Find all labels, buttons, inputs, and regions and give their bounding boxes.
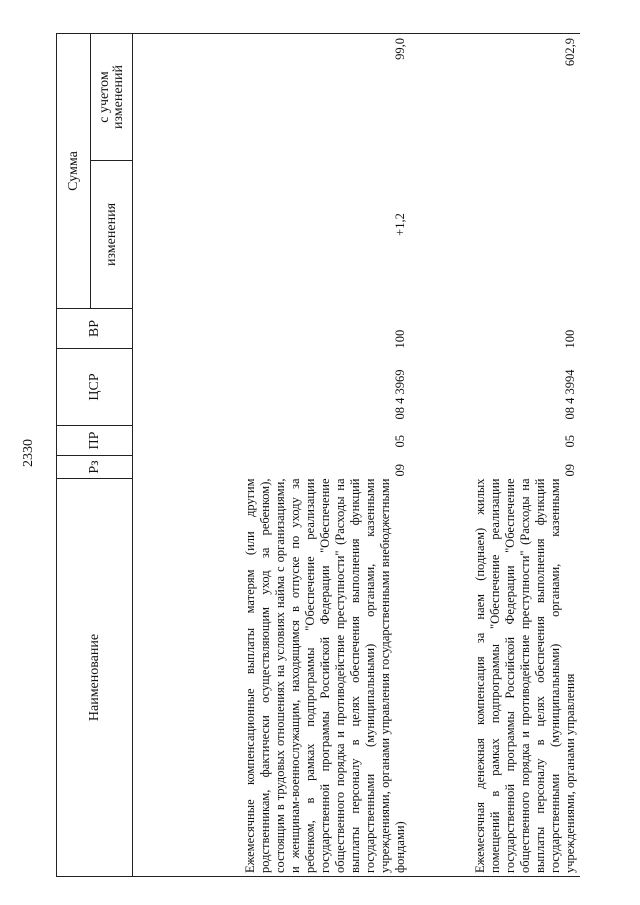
row-pr: 05 [392,435,407,448]
budget-table [56,33,580,877]
row-rz: 09 [392,464,407,477]
row-rz: 09 [562,464,577,477]
table-row [410,34,580,877]
row-name: Ежемесячные компенсационные выплаты матерям (или другим родственникам, фактически осуществляющим уход за ребенком), состоящим в трудовых отношениях на условиях найма с организациями, и женщинам-военнослужащим, находящимся в отпуске по уходу за ребенком, в рамках подпрограммы "Обеспечение реализации государственной программы Российской Федерации "Обеспечение общественного порядка и противодействие преступности" (Расходы на выплаты персоналу в целях обеспечения выполнения функций государственными (муниципальными) органами, казенными учреждениями, органами управления государственными внебюджетными фондами) [133,479,410,877]
row-name: Ежемесячная денежная компенсация за наем (поднаем) жилых помещений в рамках подпрограммы "Обеспечение реализации государственной программы Российской Федерации "Обеспечение общественного порядка и противодействие преступности" (Расходы на выплаты персоналу в целях обеспечения выполнения функций государственными (муниципальными) органами, казенными учреждениями, органами управления [410,479,580,877]
header-rz: Рз [57,456,133,479]
row-change: +1,2 [392,213,407,236]
row-vr: 100 [392,329,407,349]
row-pr: 05 [562,435,577,448]
header-vr: ВР [57,309,133,349]
row-total: 99,0 [133,34,410,161]
row-total: 602,9 [410,34,580,161]
row-change [410,161,580,309]
header-sum: Сумма [57,34,91,309]
row-csr: 08 4 3969 [392,369,407,420]
header-change: изменения [91,161,133,309]
page-number: 2330 [21,439,36,467]
table-row [133,34,410,877]
row-csr: 08 4 3994 [562,369,577,420]
header-csr: ЦСР [57,349,133,426]
header-pr: ПР [57,426,133,456]
row-vr: 100 [562,329,577,349]
header-name: Наименование [57,479,133,877]
header-with-change: с учетом изменений [91,34,133,161]
